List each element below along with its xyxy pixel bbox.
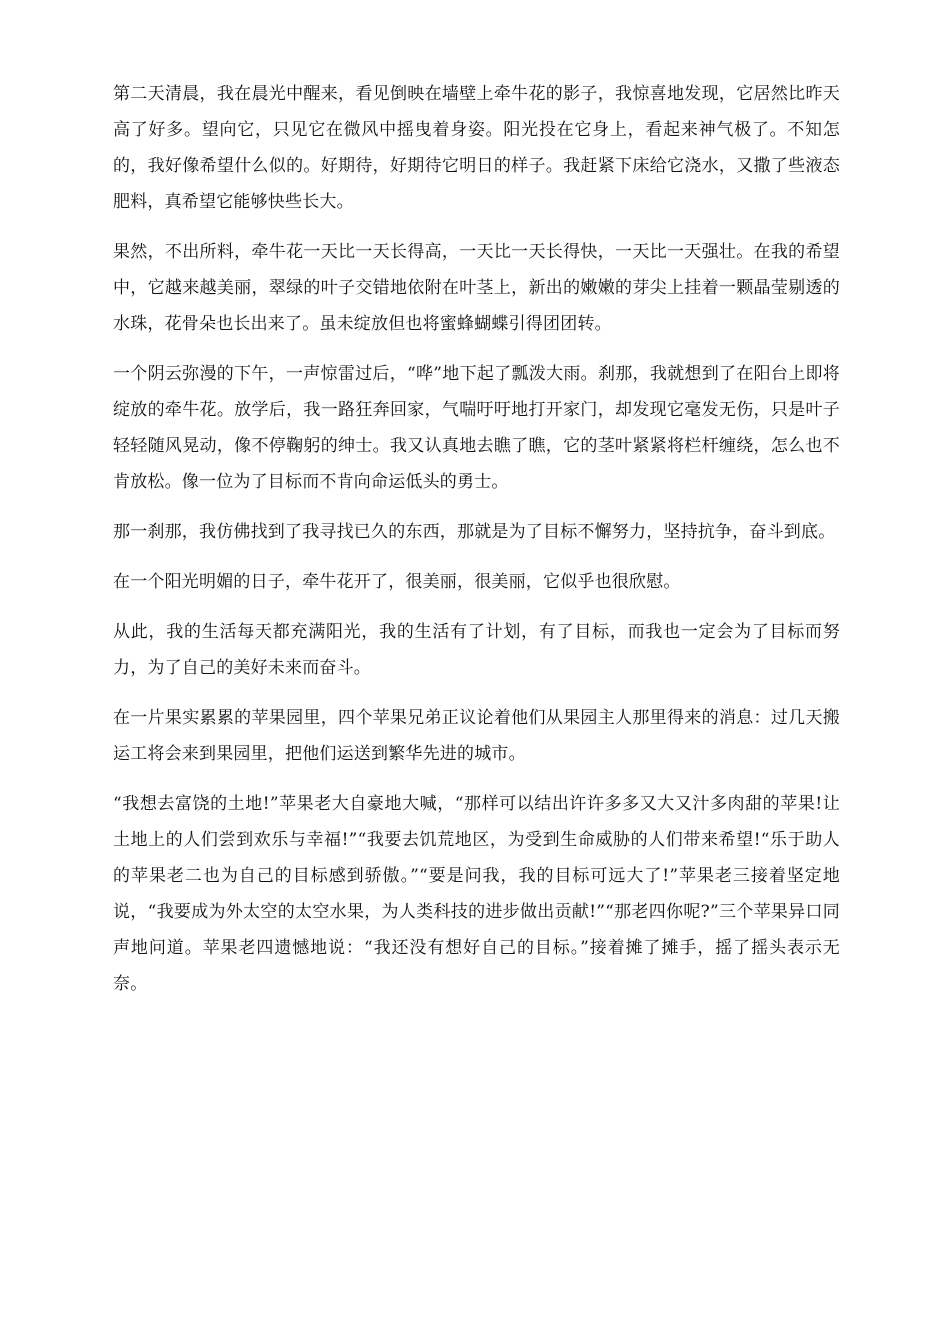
paragraph-3: 一个阴云弥漫的下午，一声惊雷过后，“哗”地下起了瓢泼大雨。刹那，我就想到了在阳台上即将绽放的牵牛花。放学后，我一路狂奔回家，气喘吁吁地打开家门，却发现它毫发无伤，只是叶子轻轻随风晃动，像不停鞠躬的绅士。我又认真地去瞧了瞧，它的茎叶紧紧将栏杆缠绕，怎么也不肯放松。像一位为了目标而不肯向命运低头的勇士。 [113,364,840,492]
paragraph-2: 果然，不出所料，牵牛花一天比一天长得高，一天比一天长得快，一天比一天强壮。在我的希望中，它越来越美丽，翠绿的叶子交错地依附在叶茎上，新出的嫩嫩的芽尖上挂着一颗晶莹剔透的水珠，花骨朵也长出来了。虽未绽放但也将蜜蜂蝴蝶引得团团转。 [113,242,840,334]
document-body [113,76,840,1016]
paragraph-7: 在一片果实累累的苹果园里，四个苹果兄弟正议论着他们从果园主人那里得来的消息：过几天搬运工将会来到果园里，把他们运送到繁华先进的城市。 [113,708,840,764]
paragraph-8: “我想去富饶的土地!”苹果老大自豪地大喊，“那样可以结出许许多多又大又汁多肉甜的苹果!让土地上的人们尝到欢乐与幸福!”“我要去饥荒地区，为受到生命威胁的人们带来希望!“乐于助人的苹果老二也为自己的目标感到骄傲。”“要是问我，我的目标可远大了!”苹果老三接着坚定地说，“我要成为外太空的太空水果，为人类科技的进步做出贡献!”“那老四你呢?”三个苹果异口同声地问道。苹果老四遗憾地说：“我还没有想好自己的目标。”接着摊了摊手，摇了摇头表示无奈。 [113,794,840,994]
paragraph-1: 第二天清晨，我在晨光中醒来，看见倒映在墙壁上牵牛花的影子，我惊喜地发现，它居然比昨天高了好多。望向它，只见它在微风中摇曳着身姿。阳光投在它身上，看起来神气极了。不知怎的，我好像希望什么似的。好期待，好期待它明日的样子。我赶紧下床给它浇水，又撒了些液态肥料，真希望它能够快些长大。 [113,84,840,212]
paragraph-4: 那一刹那，我仿佛找到了我寻找已久的东西，那就是为了目标不懈努力，坚持抗争，奋斗到底。 [113,522,836,542]
paragraph-5: 在一个阳光明媚的日子，牵牛花开了，很美丽，很美丽，它似乎也很欣慰。 [113,572,681,592]
paragraph-6: 从此，我的生活每天都充满阳光，我的生活有了计划，有了目标，而我也一定会为了目标而努力，为了自己的美好未来而奋斗。 [113,622,840,678]
